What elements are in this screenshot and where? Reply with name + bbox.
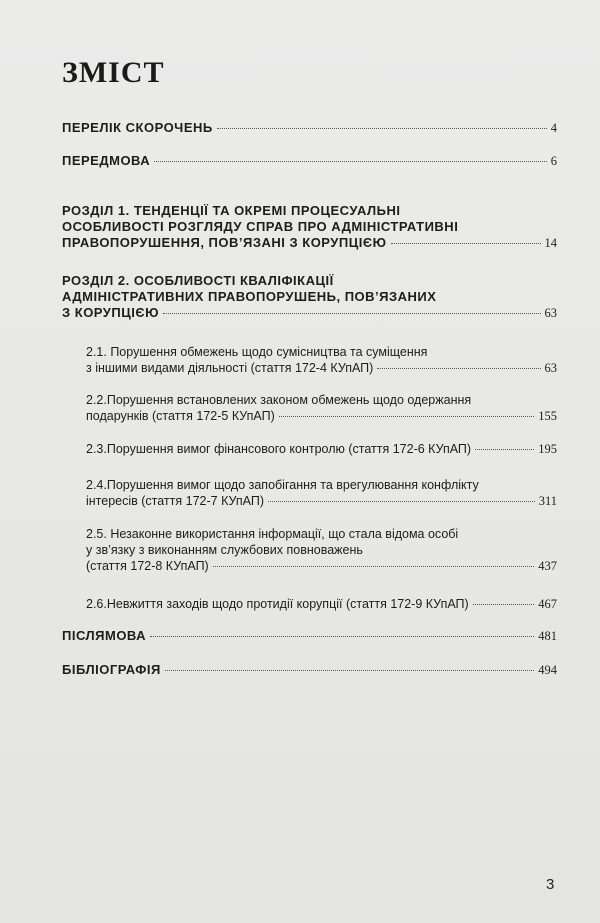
- dot-leader: [163, 313, 541, 314]
- toc-entry-title-line: З КОРУПЦІЄЮ: [62, 305, 159, 320]
- dot-leader: [391, 243, 541, 244]
- toc-entry-bibliography[interactable]: [62, 662, 557, 678]
- toc-entry-title: 2.6.Невжиття заходів щодо протидії корупції (стаття 172-9 КУпАП): [86, 597, 469, 611]
- toc-entry-preface[interactable]: [62, 153, 557, 169]
- dot-leader: [217, 128, 547, 129]
- toc-page-number: 14: [544, 236, 557, 250]
- toc-entry-section-2-4[interactable]: [86, 477, 557, 509]
- toc-entry-title-line: РОЗДІЛ 1. ТЕНДЕНЦІЇ ТА ОКРЕМІ ПРОЦЕСУАЛЬНІ: [62, 203, 401, 218]
- toc-entry-title-line: 2.2.Порушення встановлених законом обмежень щодо одержання: [86, 393, 472, 407]
- toc-page-number: 481: [538, 629, 557, 643]
- toc-page-number: 437: [538, 559, 557, 573]
- toc-entry-title-line: 2.5. Незаконне використання інформації, що стала відома особі: [86, 527, 459, 541]
- toc-page-number: 195: [538, 442, 557, 456]
- toc-page-number: 63: [544, 306, 557, 320]
- toc-page-number: 4: [550, 121, 557, 135]
- toc-entry-title-line: подарунків (стаття 172-5 КУпАП): [86, 409, 275, 423]
- dot-leader: [377, 368, 540, 369]
- toc-entry-title-line: ОСОБЛИВОСТІ РОЗГЛЯДУ СПРАВ ПРО АДМІНІСТРАТИВНІ: [62, 219, 459, 234]
- toc-page-number: 6: [550, 154, 557, 168]
- toc-page-number: 155: [538, 409, 557, 423]
- dot-leader: [165, 670, 534, 671]
- toc-entry-title: 2.3.Порушення вимог фінансового контролю (стаття 172-6 КУпАП): [86, 442, 472, 456]
- toc-entry-title: БІБЛІОГРАФІЯ: [62, 662, 161, 677]
- toc-page-number: 63: [544, 361, 557, 375]
- toc-entry-title-line: ПРАВОПОРУШЕННЯ, ПОВ’ЯЗАНІ З КОРУПЦІЄЮ: [62, 235, 387, 250]
- dot-leader: [150, 636, 534, 637]
- toc-entry-section-2-6[interactable]: [86, 596, 557, 612]
- toc-entry-section-2-2[interactable]: [86, 392, 557, 424]
- toc-page-number: 311: [538, 494, 557, 508]
- toc-entry-abbreviations[interactable]: [62, 120, 557, 136]
- toc-entry-afterword[interactable]: [62, 628, 557, 644]
- toc-entry-title-line: АДМІНІСТРАТИВНИХ ПРАВОПОРУШЕНЬ, ПОВ’ЯЗАНИХ: [62, 289, 437, 304]
- page-number: 3: [546, 876, 555, 893]
- toc-entry-section-2-5[interactable]: [86, 526, 557, 574]
- dot-leader: [213, 566, 535, 567]
- toc-page-number: 494: [538, 663, 557, 677]
- toc-entry-title-line: 2.1. Порушення обмежень щодо сумісництва та суміщення: [86, 345, 428, 359]
- dot-leader: [268, 501, 535, 502]
- toc-entry-title-line: РОЗДІЛ 2. ОСОБЛИВОСТІ КВАЛІФІКАЦІЇ: [62, 273, 334, 288]
- dot-leader: [475, 449, 534, 450]
- dot-leader: [279, 416, 535, 417]
- toc-entry-title-line: інтересів (стаття 172-7 КУпАП): [86, 494, 264, 508]
- toc-entry-section-2-3[interactable]: [86, 441, 557, 457]
- toc-entry-section-2-1[interactable]: [86, 344, 557, 376]
- toc-entry-title-line: (стаття 172-8 КУпАП): [86, 559, 209, 573]
- toc-entry-title: ПЕРЕДМОВА: [62, 153, 151, 168]
- page-title: ЗМІСТ: [62, 56, 165, 89]
- toc-entry-chapter-2[interactable]: [62, 273, 557, 321]
- toc-entry-title-line: з іншими видами діяльності (стаття 172-4 КУпАП): [86, 361, 374, 375]
- toc-entry-chapter-1[interactable]: [62, 203, 557, 251]
- toc-entry-title-line: 2.4.Порушення вимог щодо запобігання та врегулювання конфлікту: [86, 478, 479, 492]
- toc-entry-title: ПІСЛЯМОВА: [62, 628, 147, 643]
- dot-leader: [473, 604, 535, 605]
- dot-leader: [154, 161, 547, 162]
- toc-page-number: 467: [538, 597, 557, 611]
- toc-entry-title: ПЕРЕЛІК СКОРОЧЕНЬ: [62, 120, 213, 135]
- toc-entry-title-line: у зв’язку з виконанням службових повноважень: [86, 543, 363, 557]
